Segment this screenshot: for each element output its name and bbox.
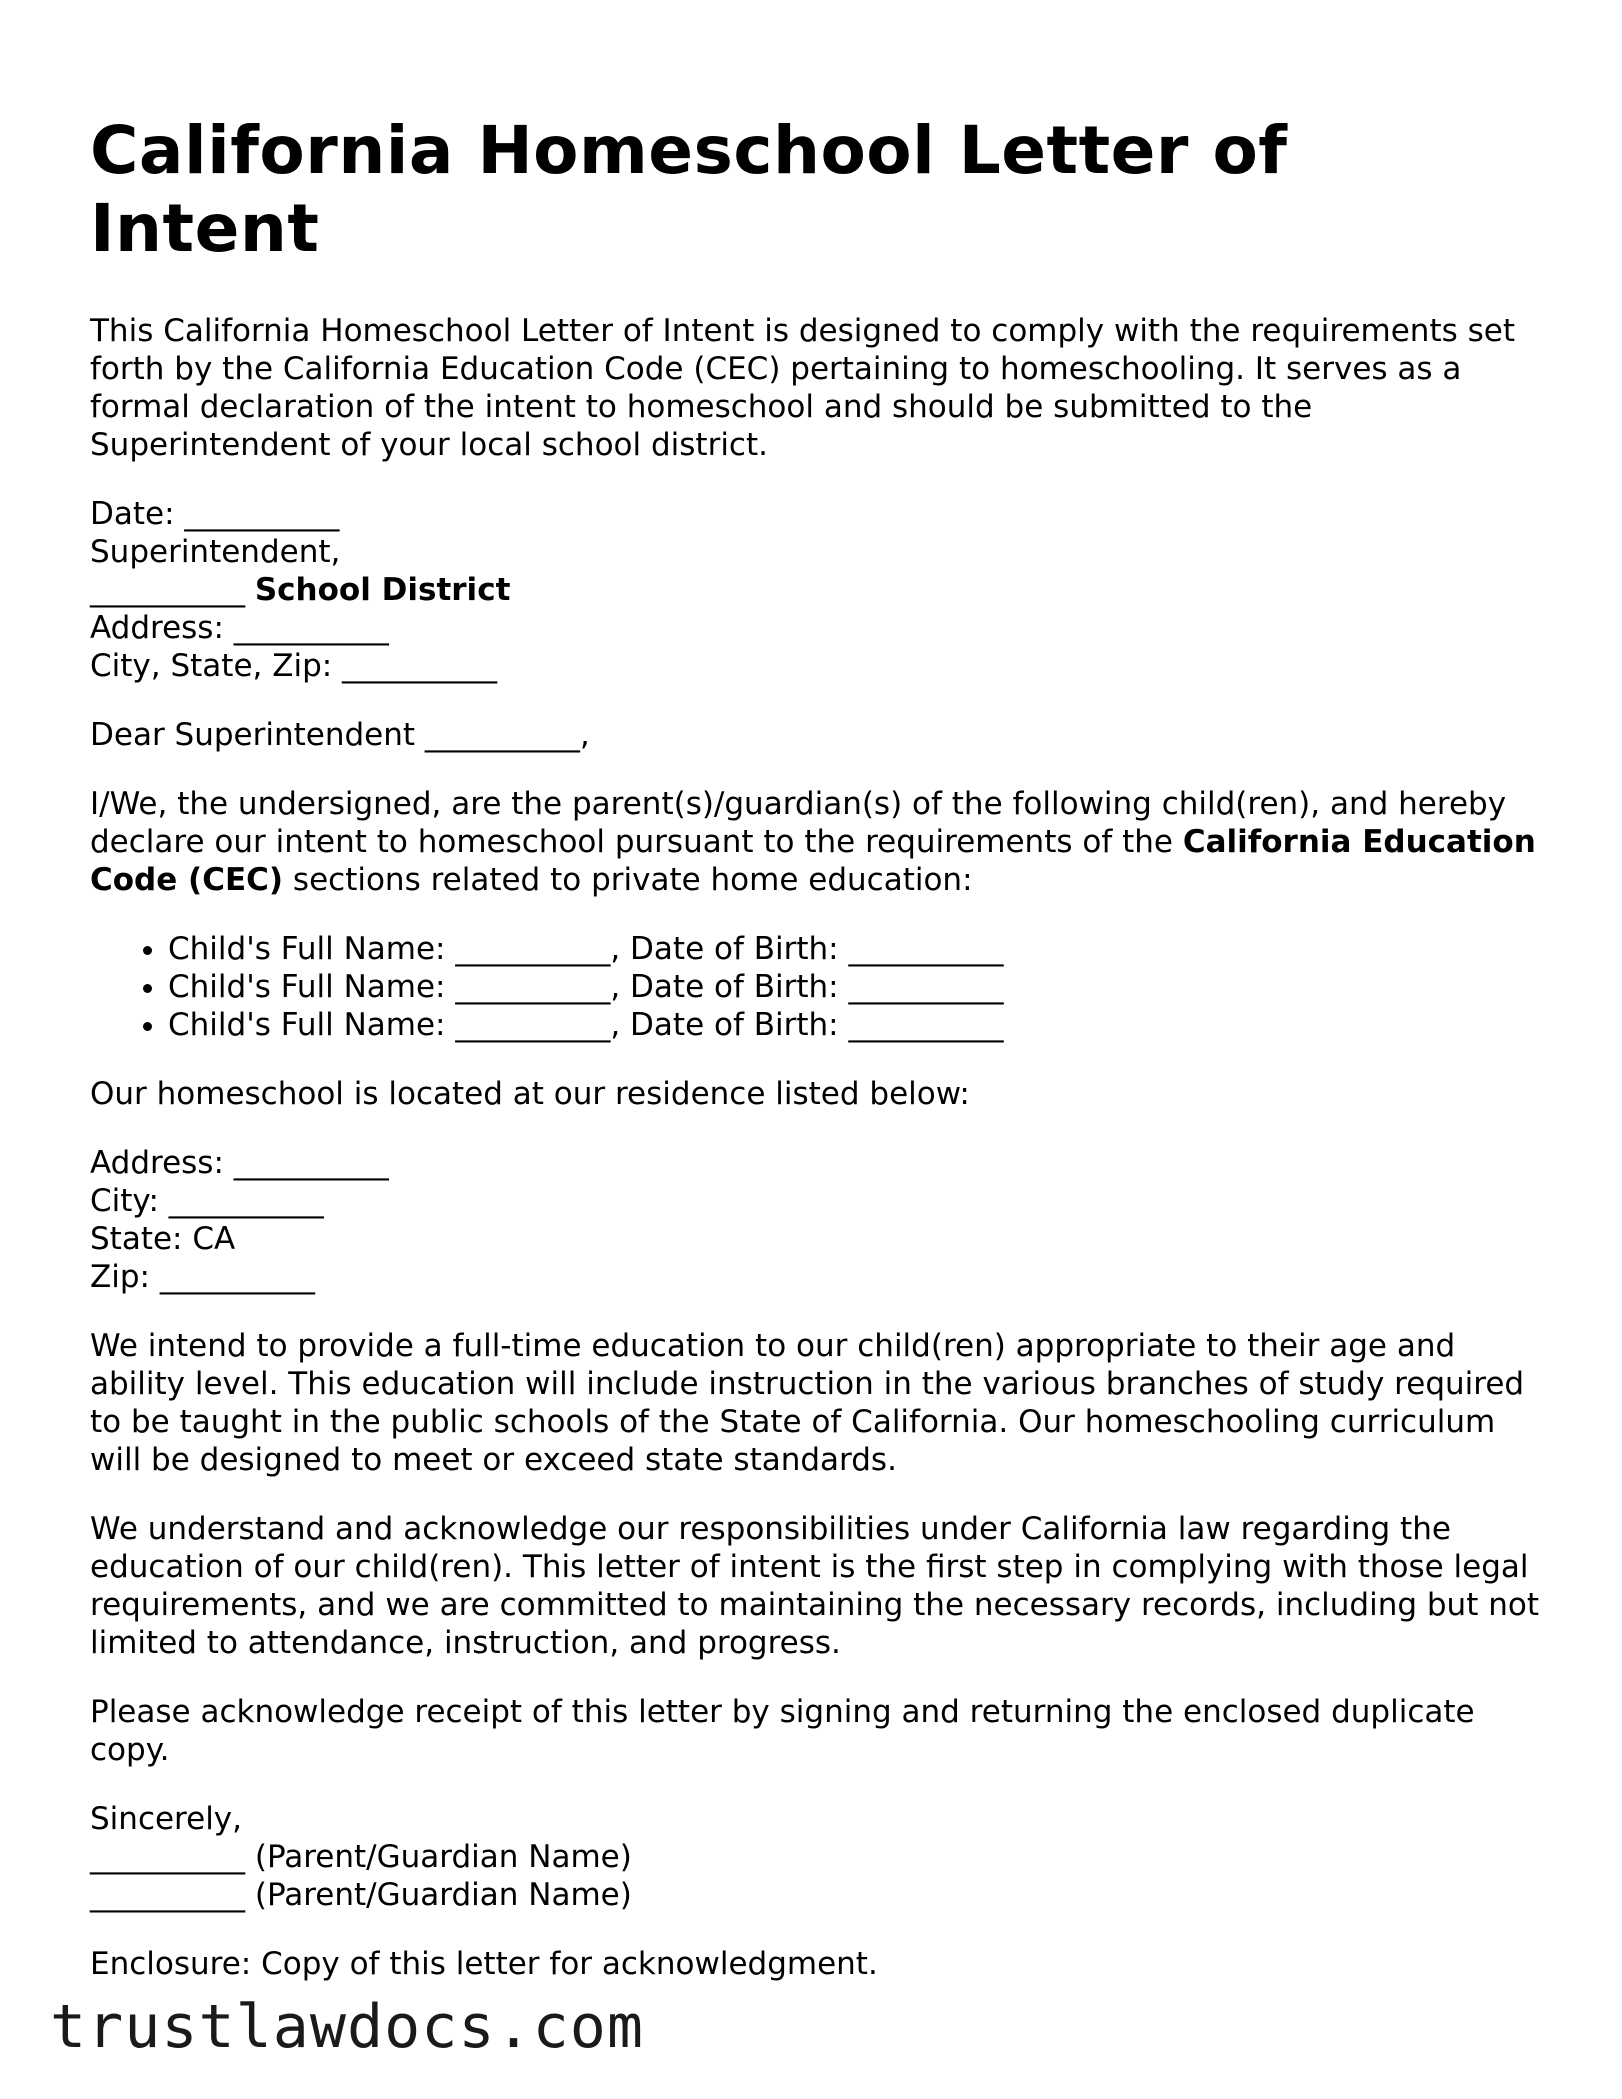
child-entry: • Child's Full Name: __________, Date of Birth: __________ xyxy=(168,968,1540,1006)
closing-block xyxy=(90,1800,1540,1914)
child-entry: • Child's Full Name: __________, Date of Birth: __________ xyxy=(168,930,1540,968)
declaration-paragraph xyxy=(90,785,1540,899)
letter-document xyxy=(90,112,1540,2014)
district-city-state-zip-line: City, State, Zip: __________ xyxy=(90,648,498,684)
responsibility-paragraph: We understand and acknowledge our responsibilities under California law regarding the education of our child(ren). This letter of intent is the first step in complying with those legal requirements, and we are committed to maintaining the necessary records, including but not limited to attendance, instruction, and progress. xyxy=(90,1511,1539,1661)
children-list xyxy=(90,930,1540,1044)
intro-paragraph: This California Homeschool Letter of Intent is designed to comply with the requirements set forth by the California Education Code (CEC) pertaining to homeschooling. It serves as a formal declaration of the intent to homeschool and should be submitted to the Superintendent of your local school district. xyxy=(90,313,1515,463)
superintendent-line: Superintendent, xyxy=(90,534,341,570)
district-blank: __________ xyxy=(90,572,245,608)
location-intro: Our homeschool is located at our residence listed below: xyxy=(90,1076,970,1112)
district-address-line: Address: __________ xyxy=(90,610,389,646)
declaration-text-after: sections related to private home education: xyxy=(283,862,973,898)
residence-state-line: State: CA xyxy=(90,1221,236,1257)
residence-block xyxy=(90,1144,1540,1296)
residence-zip-line: Zip: __________ xyxy=(90,1259,315,1295)
declaration-text-before: I/We, the undersigned, are the parent(s)/guardian(s) of the following child(ren), and hereby declare our intent to homeschool pursuant to the requirements of the xyxy=(90,786,1507,860)
date-line: Date: __________ xyxy=(90,496,340,532)
salutation: Dear Superintendent __________, xyxy=(90,717,590,753)
enclosure-line: Enclosure: Copy of this letter for acknowledgment. xyxy=(90,1946,878,1982)
declaration-code-name: California Education Code (CEC) xyxy=(90,824,1536,898)
signature-line: __________ (Parent/Guardian Name) xyxy=(90,1877,632,1913)
acknowledge-paragraph: Please acknowledge receipt of this letter by signing and returning the enclosed duplicate copy. xyxy=(90,1694,1475,1768)
child-entry: • Child's Full Name: __________, Date of Birth: __________ xyxy=(168,1006,1540,1044)
district-label: School District xyxy=(254,572,511,608)
school-district-line xyxy=(90,571,1540,609)
recipient-address-block xyxy=(90,495,1540,685)
signature-line: __________ (Parent/Guardian Name) xyxy=(90,1839,632,1875)
education-paragraph: We intend to provide a full-time education to our child(ren) appropriate to their age and ability level. This education will include instruction in the various branches of study required to be taught in the public schools of the State of California. Our homeschooling curriculum will be designed to meet or exceed state standards. xyxy=(90,1328,1525,1478)
footer-watermark: trustlawdocs.com xyxy=(50,1992,644,2062)
residence-address-line: Address: __________ xyxy=(90,1145,389,1181)
residence-city-line: City: __________ xyxy=(90,1183,324,1219)
page-title: California Homeschool Letter of Intent xyxy=(90,112,1288,267)
sincerely-line: Sincerely, xyxy=(90,1801,243,1837)
